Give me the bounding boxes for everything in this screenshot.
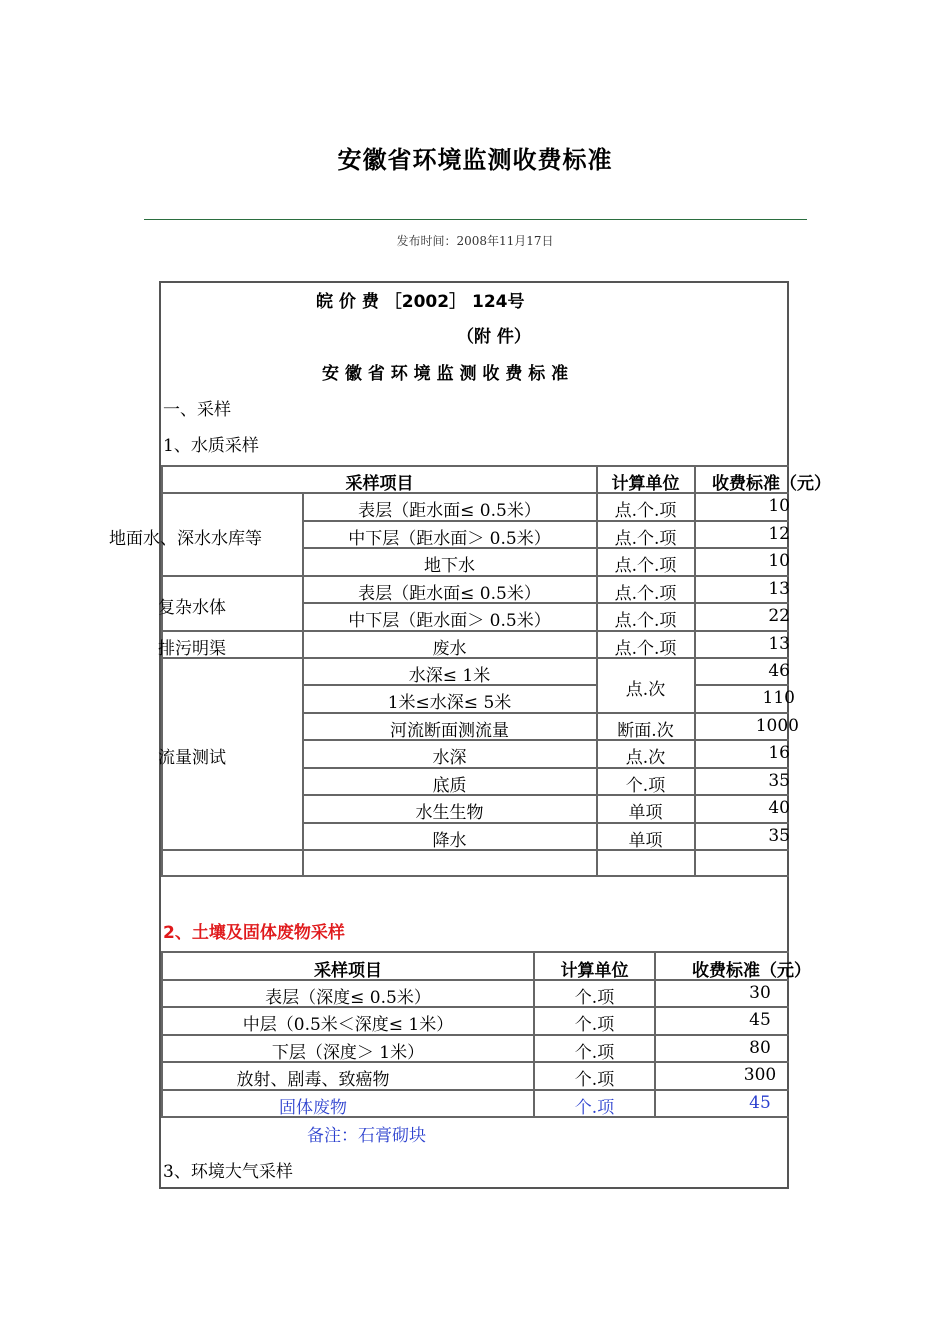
water-row-item: 水生生物 — [415, 803, 484, 823]
water-row-item: 地下水 — [424, 556, 475, 576]
soil-row-fee: 45 — [749, 1010, 771, 1030]
water-row-fee: 35 — [768, 826, 790, 846]
ref-number: 皖 价 费 ［2002］ 124号 — [316, 292, 525, 312]
water-row-unit: 个.项 — [625, 776, 666, 796]
water-row-fee: 1000 — [755, 716, 799, 736]
water-header-unit: 计算单位 — [611, 474, 680, 494]
soil-row-fee: 80 — [749, 1038, 771, 1058]
water-row-unit: 断面.次 — [617, 721, 674, 741]
soil-row-unit: 个.项 — [574, 988, 615, 1008]
soil-row-unit: 个.项 — [574, 1098, 615, 1118]
water-row-fee: 13 — [768, 634, 790, 654]
water-row-unit: 点.个.项 — [614, 584, 677, 604]
soil-header-item: 采样项目 — [314, 961, 382, 981]
group-surface-water: 地面水、深水水库等 — [109, 529, 262, 549]
water-row-unit: 点.个.项 — [614, 611, 677, 631]
soil-row-unit: 个.项 — [574, 1015, 615, 1035]
subsection-water: 1、水质采样 — [163, 436, 259, 456]
soil-header-unit: 计算单位 — [560, 961, 629, 981]
group-complex-water: 复杂水体 — [158, 598, 226, 618]
soil-row-fee: 30 — [749, 983, 771, 1003]
page-title: 安徽省环境监测收费标准 — [337, 146, 613, 174]
soil-row-item: 放射、剧毒、致癌物 — [236, 1070, 390, 1090]
water-row-fee: 16 — [768, 743, 790, 763]
water-row-unit: 点.次 — [625, 748, 666, 768]
water-row-fee: 10 — [768, 551, 790, 571]
water-row-fee: 10 — [768, 496, 790, 516]
water-row-fee: 35 — [768, 771, 790, 791]
water-row-item: 中下层（距水面＞ 0.5米） — [348, 529, 551, 549]
water-row-item: 表层（距水面≤ 0.5米） — [358, 501, 541, 521]
water-row-fee: 40 — [768, 798, 790, 818]
water-row-fee: 22 — [768, 606, 790, 626]
soil-row-unit: 个.项 — [574, 1070, 615, 1090]
water-row-unit: 点.个.项 — [614, 501, 677, 521]
soil-row-item: 固体废物 — [279, 1098, 347, 1118]
water-row-unit: 点.个.项 — [614, 639, 677, 659]
soil-header-fee: 收费标准（元） — [692, 961, 811, 981]
doc-heading: 安 徽 省 环 境 监 测 收 费 标 准 — [322, 364, 569, 384]
title-divider — [144, 219, 807, 220]
water-row-unit: 单项 — [628, 803, 663, 823]
water-row-fee: 46 — [768, 661, 790, 681]
group-flow-test: 流量测试 — [158, 748, 226, 768]
water-row-item: 表层（距水面≤ 0.5米） — [358, 584, 541, 604]
water-row-item: 河流断面测流量 — [390, 721, 509, 741]
soil-row-item: 表层（深度≤ 0.5米） — [265, 988, 431, 1008]
soil-row-unit: 个.项 — [574, 1043, 615, 1063]
water-row-item: 底质 — [432, 776, 467, 796]
group-sewage-channel: 排污明渠 — [158, 639, 226, 659]
water-row-fee: 110 — [762, 688, 795, 708]
water-row-unit: 点.个.项 — [614, 529, 677, 549]
water-row-fee: 13 — [768, 579, 790, 599]
note-text: 备注：石膏砌块 — [307, 1126, 426, 1146]
soil-row-fee: 300 — [743, 1065, 777, 1085]
water-row-item: 水深 — [432, 748, 467, 768]
subsection-air: 3、环境大气采样 — [163, 1162, 293, 1182]
subsection-soil: 2、土壤及固体废物采样 — [163, 923, 345, 943]
soil-row-item: 中层（0.5米＜深度≤ 1米） — [242, 1015, 454, 1035]
water-row-item: 水深≤ 1米 — [408, 666, 491, 686]
water-row-fee: 12 — [768, 524, 790, 544]
soil-row-item: 下层（深度＞ 1米） — [271, 1043, 425, 1063]
water-header-fee: 收费标准（元） — [712, 474, 831, 494]
water-row-unit: 点.次 — [625, 680, 666, 700]
section-sampling: 一、采样 — [163, 400, 231, 420]
soil-row-fee: 45 — [749, 1093, 771, 1113]
water-row-item: 降水 — [432, 831, 467, 851]
water-row-item: 废水 — [432, 639, 467, 659]
publish-date: 发布时间：2008年11月17日 — [396, 234, 554, 248]
water-row-item: 1米≤水深≤ 5米 — [387, 693, 512, 713]
water-row-unit: 点.个.项 — [614, 556, 677, 576]
water-header-item: 采样项目 — [345, 474, 414, 494]
water-row-unit: 单项 — [628, 831, 663, 851]
water-row-item: 中下层（距水面＞ 0.5米） — [348, 611, 551, 631]
attachment-label: （附 件） — [457, 327, 531, 347]
